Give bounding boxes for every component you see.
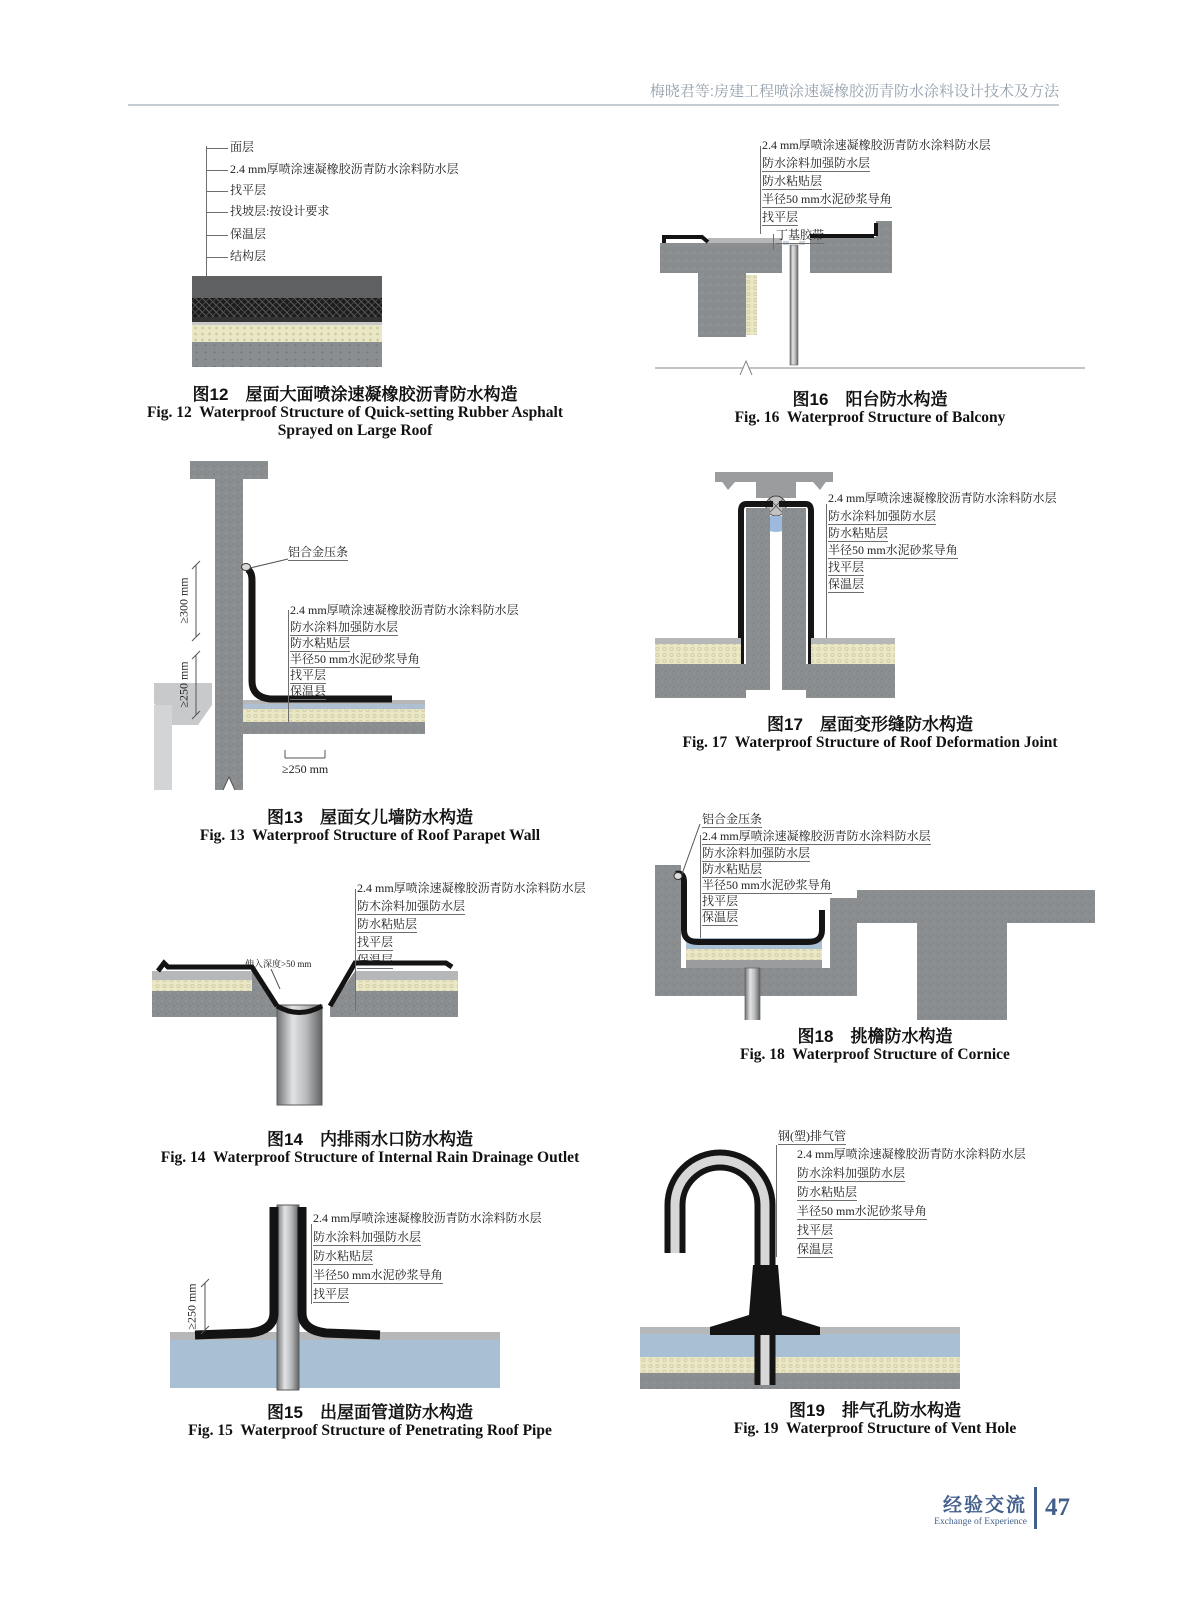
layer-label: 防水粘贴层 [828, 526, 888, 542]
footer-divider [1034, 1487, 1037, 1529]
cornice-wall-right [830, 898, 857, 978]
caption-en: Fig. 16 Waterproof Structure of Balcony [734, 409, 1006, 426]
running-head: 梅晓君等:房建工程喷涂速凝橡胶沥青防水涂料设计技术及方法 [649, 83, 1059, 100]
caption-en: Fig. 19 Waterproof Structure of Vent Hole [733, 1420, 1017, 1437]
caption-cn: 图12 屋面大面喷涂速凝橡胶沥青防水构造 [192, 385, 518, 404]
layer-label: 2.4 mm厚喷涂速凝橡胶沥青防水涂料防水层 [828, 491, 1057, 505]
layer-label: 找平层 [797, 1223, 833, 1239]
callout-leader [682, 824, 700, 874]
parapet-cap [190, 461, 268, 479]
layer-label: 防水涂料加强防水层 [828, 509, 936, 525]
layer-label: 找平层 [290, 668, 326, 684]
insulation-strip [746, 275, 757, 335]
leader-line [826, 504, 827, 638]
structure-layer [192, 342, 382, 367]
layer-label: 找平层 [828, 560, 864, 576]
callout-label: 铝合金压条 [702, 812, 762, 828]
structure-arm [857, 890, 1095, 923]
figure-13 [140, 455, 600, 855]
footer-section-en: Exchange of Experience [934, 1516, 1027, 1527]
leader-line [311, 1224, 312, 1304]
figure-18 [640, 790, 1110, 1075]
figure-12 [130, 132, 580, 462]
drain-pipe [745, 968, 760, 1020]
caption-en: Fig. 13 Waterproof Structure of Roof Parapet Wall [199, 827, 541, 844]
figure-16 [640, 135, 1100, 435]
caption-cn: 图16 阳台防水构造 [792, 390, 948, 409]
page-footer [860, 1487, 1070, 1529]
beam [698, 273, 746, 337]
leader-line [288, 610, 289, 722]
layer-label: 保温层 [702, 910, 738, 926]
layer-label: 保温层 [828, 577, 864, 593]
layer-label: 2.4 mm厚喷涂速凝橡胶沥青防水涂料防水层 [313, 1211, 542, 1225]
layer-label: 防木涂料加强防水层 [357, 899, 465, 915]
layer-label: 面层 [230, 140, 255, 154]
caption-cn: 图17 屋面变形缝防水构造 [767, 715, 973, 734]
insulation-layer [355, 980, 458, 991]
layer-label: 防水粘贴层 [357, 917, 417, 933]
surface-layer [192, 276, 382, 298]
membrane-left [664, 237, 708, 243]
figure-15 [140, 1195, 600, 1450]
layer-label: 2.4 mm厚喷涂速凝橡胶沥青防水涂料防水层 [797, 1147, 1026, 1161]
leader-tick [206, 257, 228, 258]
layer-label: 丁基胶带 [776, 228, 824, 244]
caption-en: Fig. 12 Waterproof Structure of Quick-setting Rubber Asphalt Sprayed on Large Roof [146, 404, 567, 439]
layer-label: 找平层 [357, 935, 393, 951]
layer-label: 2.4 mm厚喷涂速凝橡胶沥青防水涂料防水层 [762, 138, 991, 152]
layer-label: 2.4 mm厚喷涂速凝橡胶沥青防水涂料防水层 [702, 829, 931, 845]
layer-label: 防水粘贴层 [313, 1249, 373, 1265]
layer-label: 2.4 mm厚喷涂速凝橡胶沥青防水涂料防水层 [230, 162, 459, 176]
caption-en: Fig. 15 Waterproof Structure of Penetrating Roof Pipe [188, 1422, 552, 1439]
caption-en: Fig. 14 Waterproof Structure of Internal Rain Drainage Outlet [160, 1149, 580, 1166]
layer-label: 防水粘贴层 [797, 1185, 857, 1201]
caption-en: Fig. 18 Waterproof Structure of Cornice [740, 1046, 1010, 1063]
leader-line [776, 1145, 777, 1257]
insulation-layer [243, 709, 425, 722]
layer-label: 防水粘贴层 [290, 636, 350, 652]
page-number: 47 [1045, 1494, 1070, 1521]
callout-label: 铝合金压条 [288, 545, 348, 561]
layer-label: 半径50 mm水泥砂浆导角 [828, 543, 958, 559]
roof-layer-stack [192, 276, 382, 367]
layer-label: 2.4 mm厚喷涂速凝橡胶沥青防水涂料防水层 [290, 603, 519, 617]
structure-layer [243, 722, 425, 734]
layer-label: 结构层 [230, 249, 267, 263]
layer-label: 防水涂料加强防水层 [313, 1230, 421, 1246]
dimension-text: ≥250 mm [176, 661, 191, 708]
layer-label: 保温层 [357, 953, 393, 969]
structure-layer [806, 664, 895, 698]
layer-label: 半径50 mm水泥砂浆导角 [762, 192, 892, 208]
caption-cn: 图13 屋面女儿墙防水构造 [267, 808, 473, 827]
figure-19 [640, 1105, 1110, 1445]
layer-label: 2.4 mm厚喷涂速凝橡胶沥青防水涂料防水层 [357, 881, 586, 895]
layer-label: 找平层 [702, 894, 738, 910]
drain-pipe [277, 1005, 322, 1105]
leader-line [760, 146, 761, 234]
layer-label: 防水涂料加强防水层 [290, 620, 398, 636]
dimension-text: ≥300 mm [176, 577, 191, 624]
insulation-layer [655, 644, 741, 664]
structure-slab [170, 1340, 500, 1388]
layer-label: 保温层 [797, 1242, 833, 1258]
slope-right [330, 971, 355, 1017]
balcony-slab-left [660, 243, 782, 273]
insulation-layer [640, 1357, 960, 1373]
joint-wall-right [782, 508, 806, 690]
figure-17 [640, 460, 1100, 760]
layer-label: 保温层 [230, 227, 267, 241]
layer-label: 找平层 [762, 210, 798, 226]
layer-label: 防水涂料加强防水层 [797, 1166, 905, 1182]
figure-14 [140, 875, 600, 1205]
screed-layer [655, 638, 741, 644]
layer-label: 半径50 mm水泥砂浆导角 [313, 1268, 443, 1284]
slope-left [252, 971, 277, 1017]
layer-label: 防水涂料加强防水层 [762, 156, 870, 172]
footer-section [934, 1490, 1027, 1527]
caption-cn: 图18 挑檐防水构造 [797, 1027, 953, 1046]
caption-en: Fig. 17 Waterproof Structure of Roof Deformation Joint [682, 734, 1058, 751]
membrane-layer [192, 298, 382, 317]
screed-layer [811, 638, 895, 644]
layer-label: 找坡层:按设计要求 [230, 204, 330, 218]
joint-wall-left [746, 508, 770, 690]
caption-cn: 图15 出屋面管道防水构造 [267, 1403, 473, 1422]
leader-tick [206, 235, 228, 236]
background-wall [154, 705, 172, 790]
layer-label: 找平层 [230, 183, 267, 197]
header-rule [128, 104, 1059, 106]
leader-line [700, 835, 701, 938]
caption-cn: 图19 排气孔防水构造 [789, 1401, 961, 1420]
structure-layer [655, 664, 746, 698]
callout-label: 伸入深度>50 mm [245, 959, 312, 969]
drain-pipe [790, 245, 798, 365]
callout-leader [250, 559, 288, 568]
membrane-left [195, 1207, 274, 1335]
layer-label: 半径50 mm水泥砂浆导角 [290, 652, 420, 668]
insulation-layer [811, 644, 895, 664]
screed-layer [152, 971, 252, 980]
layer-label: 半径50 mm水泥砂浆导角 [797, 1204, 927, 1220]
structure-column [917, 923, 1007, 1020]
structure-layer [640, 1373, 960, 1389]
leader-tick [206, 212, 228, 213]
structure-layer [152, 991, 252, 1017]
layer-label: 防水涂料加强防水层 [702, 846, 810, 862]
leader-tick [206, 148, 228, 149]
leader-tick [206, 170, 228, 171]
roof-pipe [277, 1205, 299, 1390]
screed-layer [708, 238, 782, 243]
footer-section-cn: 经验交流 [942, 1494, 1027, 1516]
insulation-layer [192, 325, 382, 342]
insulation-layer [686, 949, 822, 960]
leader-line [355, 889, 356, 1011]
parapet-wall [215, 479, 243, 790]
dimension-text: ≥250 mm [184, 1283, 199, 1330]
aluminum-batten [242, 564, 251, 571]
leader-tick [206, 191, 228, 192]
layer-label: 防水粘贴层 [702, 862, 762, 878]
screed-layer [686, 960, 822, 968]
bonding-layer [243, 704, 425, 709]
layer-label: 找平层 [313, 1287, 349, 1303]
leader-line [773, 234, 774, 250]
structure-layer [355, 991, 458, 1017]
upturn [876, 221, 892, 273]
bonding-layer [640, 1334, 960, 1357]
aluminum-batten [674, 873, 682, 880]
insulation-layer [152, 980, 252, 991]
callout-leader [271, 969, 280, 989]
layer-label: 保温县 [290, 684, 326, 700]
callout-label: 钢(塑)排气管 [778, 1129, 846, 1145]
screed-layer [355, 971, 458, 980]
caption-cn: 图14 内排雨水口防水构造 [267, 1130, 473, 1149]
dimension-text: ≥250 mm [282, 762, 329, 776]
membrane-skirt [710, 1265, 820, 1335]
layer-label: 防水粘贴层 [762, 174, 822, 190]
layer-label: 半径50 mm水泥砂浆导角 [702, 878, 832, 894]
